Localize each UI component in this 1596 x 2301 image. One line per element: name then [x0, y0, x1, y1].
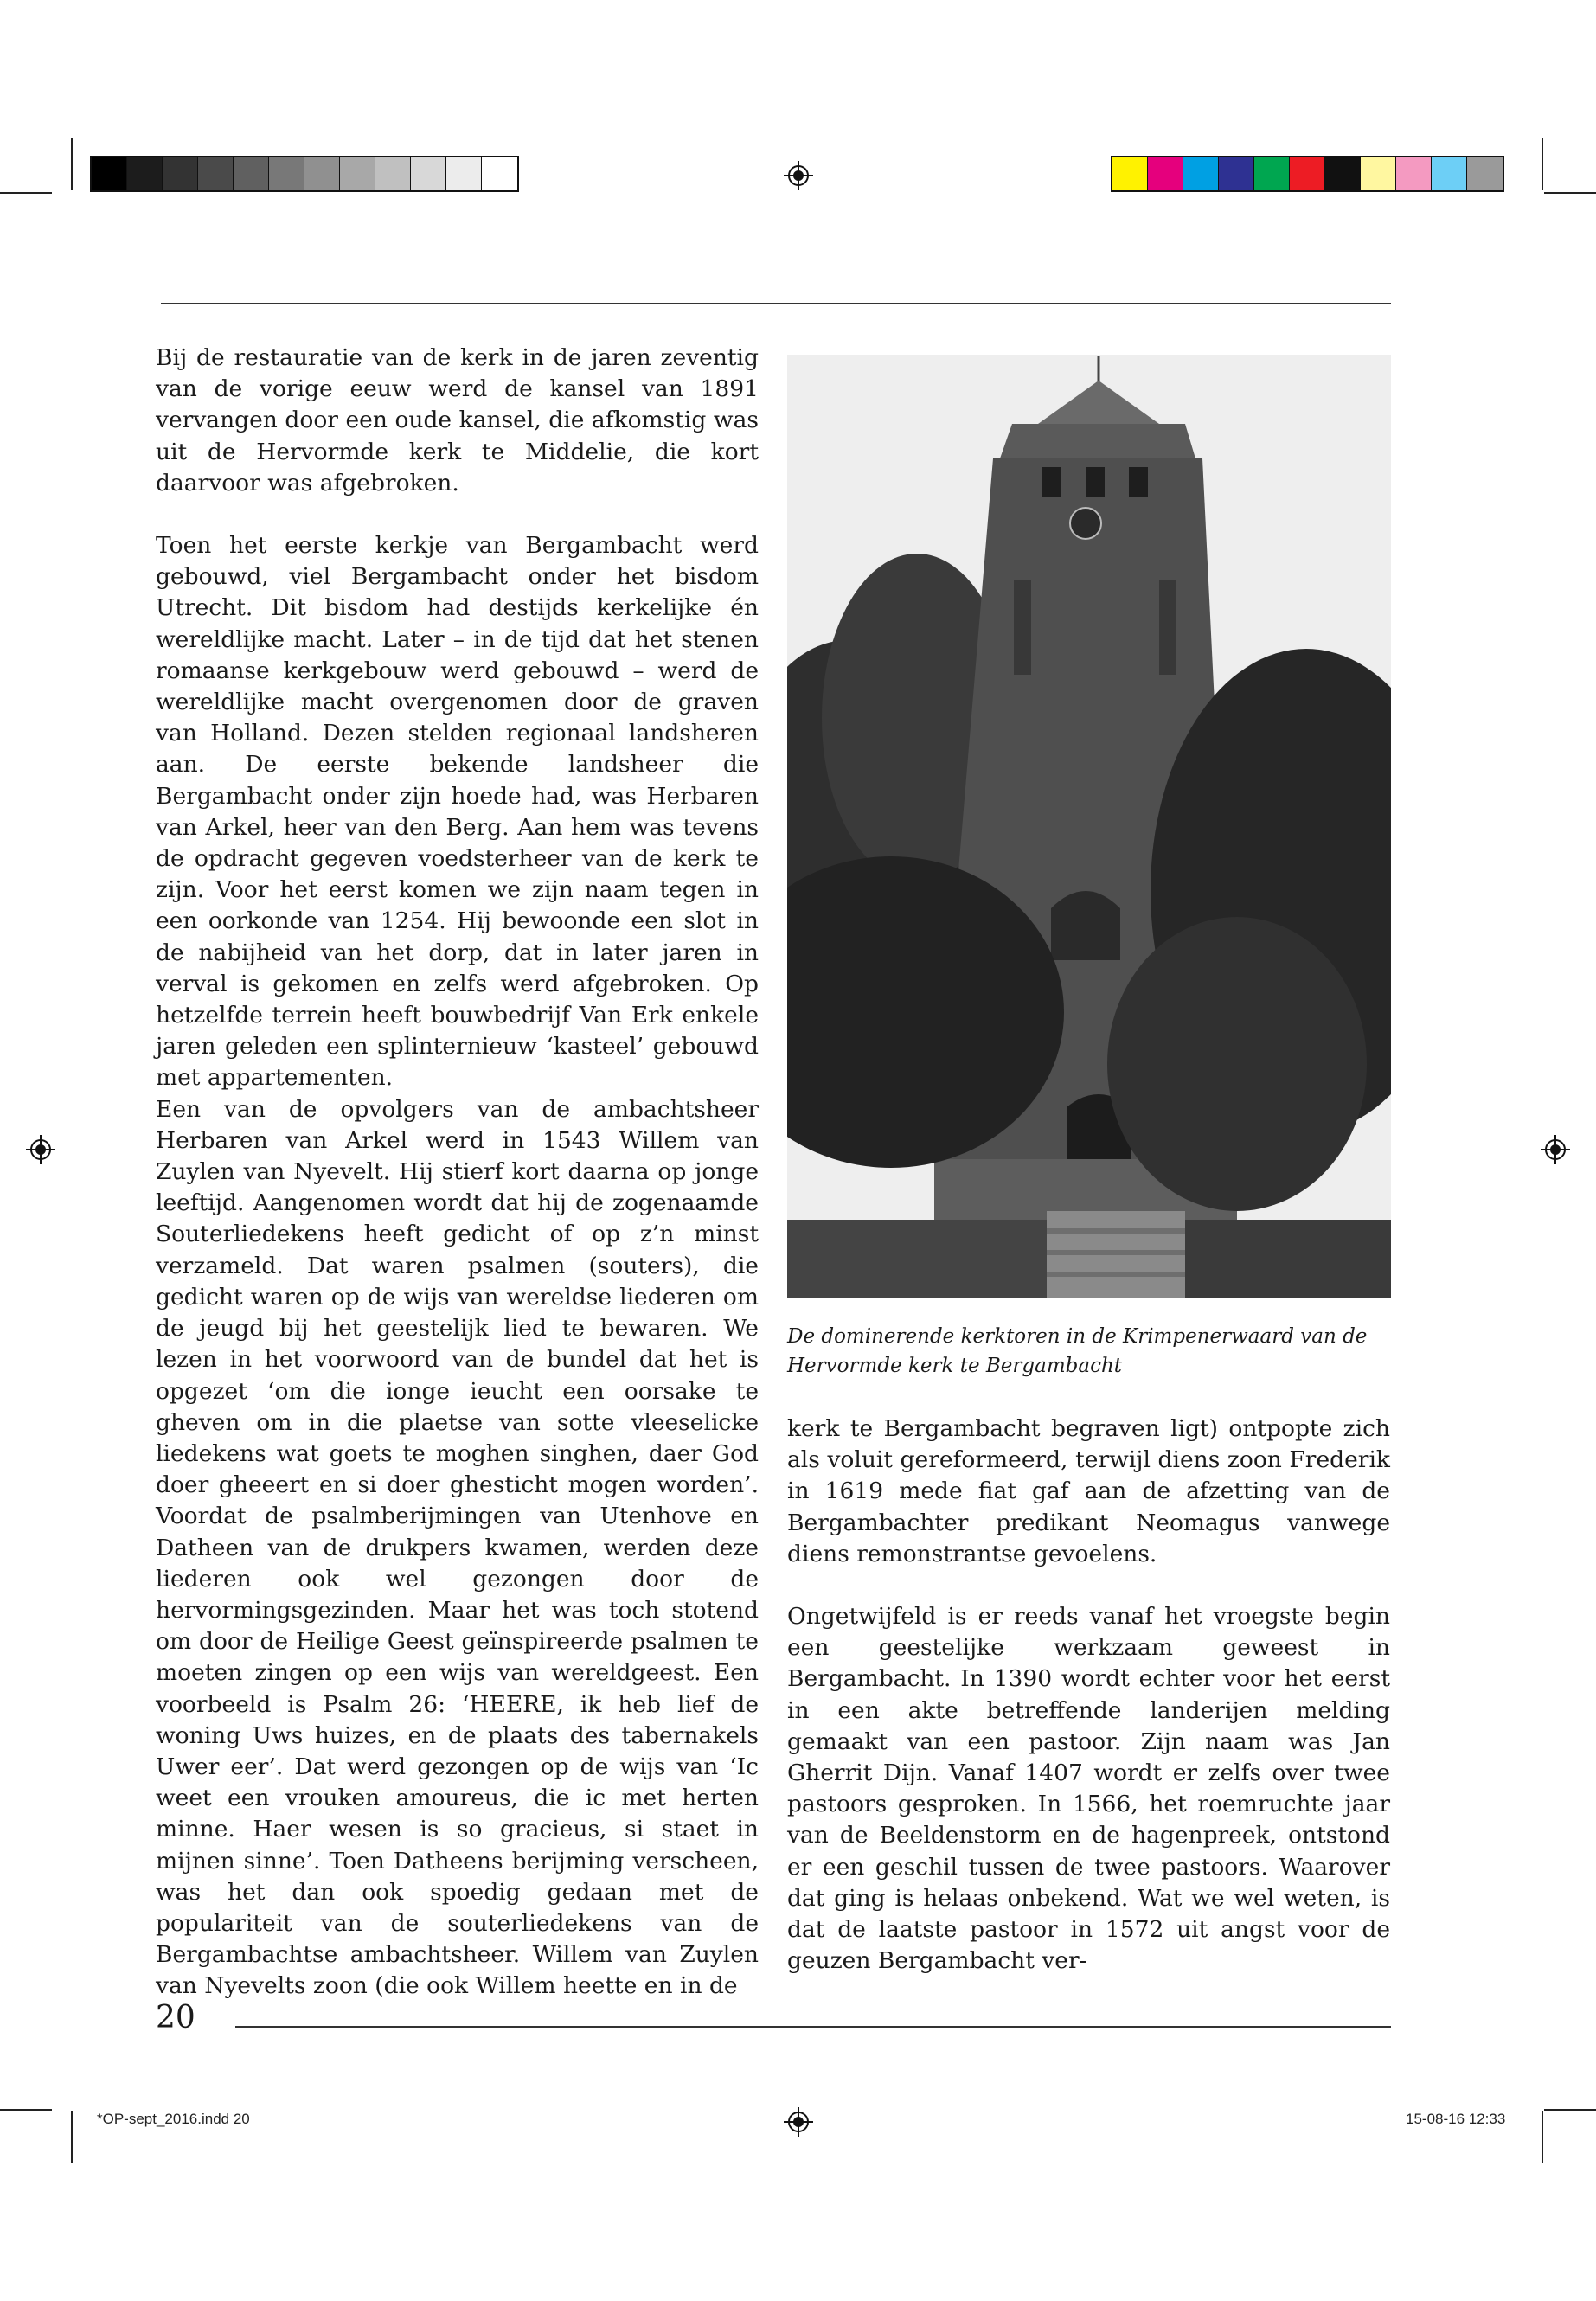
color-swatch	[127, 157, 163, 190]
header-rule	[161, 303, 1391, 304]
color-swatch	[234, 157, 269, 190]
paragraph: Bij de restauratie van de kerk in de jaren zeventig van de vorige eeuw werd de kansel van 1891 vervangen door een oude kansel, die afkomstig was uit de Hervormde kerk te Middelie, die kort daarvoor was afgebroken.	[156, 344, 759, 497]
color-swatch	[304, 157, 340, 190]
registration-mark-icon	[1541, 1135, 1570, 1164]
paragraph: Ongetwijfeld is er reeds vanaf het vroegste begin een geestelijke werkzaam geweest in Bergambacht. In 1390 wordt echter voor het eerst in een akte betreffende landerijen melding gemaakt van een pastoor. Zijn naam was Jan Gherrit Dijn. Vanaf 1407 wordt er zelfs over twee pastoors gesproken. In 1566, het roemruchte jaar van de Beeldenstorm en de hagenpreek, ontstond er een geschil tussen de twee pastoors. Waarover dat ging is helaas onbekend. Wat we wel weten, is dat de laatste pastoor in 1572 uit angst voor de geuzen Bergambacht ver-	[787, 1603, 1390, 1975]
color-swatch	[482, 157, 517, 190]
right-column	[787, 1413, 1390, 1977]
color-swatch	[1396, 157, 1432, 190]
color-swatch	[1290, 157, 1325, 190]
color-swatch	[340, 157, 375, 190]
photo-caption: De dominerende kerktoren in de Krimpenerwaard van de Hervormde kerk te Bergambacht	[787, 1325, 1368, 1377]
registration-mark-icon	[784, 2107, 813, 2137]
color-swatch	[198, 157, 234, 190]
left-column	[156, 343, 759, 2003]
color-swatch	[1219, 157, 1254, 190]
paragraph: Een van de opvolgers van de ambachtsheer Herbaren van Arkel werd in 1543 Willem van Zuylen van Nyevelt. Hij stierf kort daarna op jonge leeftijd. Aangenomen wordt dat hij de zogenaamde Souterliedekens heeft gedicht of op z’n minst verzameld. Dat waren psalmen (souters), die gedicht waren op de wijs van wereldse liederen om de jeugd bij het geestelijk lied te bewaren. We lezen in het voorwoord van de bundel dat het is opgezet ‘om die ionge ieucht een oorsake te gheven om in die plaetse van sotte vleeselicke liedekens wat goets te moghen singhen, daer God doer gheeert en si doer ghesticht mogen worden’. Voordat de psalmberijmingen van Utenhove en Datheen van de drukpers kwamen, werden deze liederen ook wel gezongen door de hervormingsgezinden. Maar het was toch stotend om door de Heilige Geest geïnspireerde psalmen te moeten zingen op een wijs van wereldgeest. Een voorbeeld is Psalm 26: ‘HEERE, ik heb lief de woning Uws huizes, en de plaats des tabernakels Uwer eer’. Dat werd gezongen op de wijs van ‘Ic weet een vrouken amoureus, die ic met herten minne. Haer wesen is so gracieus, si staet in mijnen sinne’. Toen Datheens berijming verscheen, was het dan ook spoedig gedaan met de populariteit van de souterliedekens van de Bergambachtse ambachtsheer. Willem van Zuylen van Nyevelts zoon (die ook Willem heette en in de	[156, 1095, 759, 2000]
color-swatch	[1467, 157, 1503, 190]
paragraph: kerk te Bergambacht begraven ligt) ontpopte zich als voluit gereformeerd, terwijl diens zoon Frederik in 1619 mede fiat gaf aan de afzetting van de Bergambachter predikant Neomagus vanwege diens remonstrantse gevoelens.	[787, 1415, 1390, 1567]
process-color-bar	[1111, 156, 1504, 192]
color-swatch	[163, 157, 198, 190]
church-tower-image	[787, 355, 1391, 1298]
paragraph: Toen het eerste kerkje van Bergambacht werd gebouwd, viel Bergambacht onder het bisdom Utrecht. Dit bisdom had destijds kerkelijke én wereldlijke macht. Later – in de tijd dat het stenen romaanse kerkgebouw werd gebouwd – werd de wereldlijke macht overgenomen door de graven van Holland. Dezen stelden regionaal landsheren aan. De eerste bekende landsheer die Bergambacht onder zijn hoede had, was Herbaren van Arkel, heer van den Berg. Aan hem was tevens de opdracht gegeven voedsterheer van de kerk te zijn. Voor het eerst komen we zijn naam tegen in een oorkonde van 1254. Hij bewoonde een slot in de nabijheid van het dorp, dat in later jaren in verval is gekomen en zelfs werd afgebroken. Op hetzelfde terrein heeft bouwbedrijf Van Erk enkele jaren geleden een splinternieuw ‘kasteel’ gebouwd met appartementen.	[156, 532, 759, 1092]
color-swatch	[1432, 157, 1467, 190]
slug-filename: *OP-sept_2016.indd 20	[97, 2111, 250, 2127]
color-swatch	[1325, 157, 1361, 190]
footer-rule	[235, 2026, 1391, 2028]
color-swatch	[446, 157, 482, 190]
color-swatch	[1112, 157, 1148, 190]
color-swatch	[269, 157, 304, 190]
registration-mark-icon	[784, 161, 813, 190]
color-swatch	[1148, 157, 1183, 190]
slug-timestamp: 15-08-16 12:33	[1406, 2111, 1506, 2127]
page-number: 20	[156, 2000, 195, 2035]
color-swatch	[1361, 157, 1396, 190]
church-tower-photo	[787, 355, 1391, 1298]
registration-mark-icon	[26, 1135, 55, 1164]
color-swatch	[1254, 157, 1290, 190]
color-swatch	[92, 157, 127, 190]
color-swatch	[1183, 157, 1219, 190]
color-swatch	[375, 157, 411, 190]
color-swatch	[411, 157, 446, 190]
greyscale-color-bar	[90, 156, 519, 192]
